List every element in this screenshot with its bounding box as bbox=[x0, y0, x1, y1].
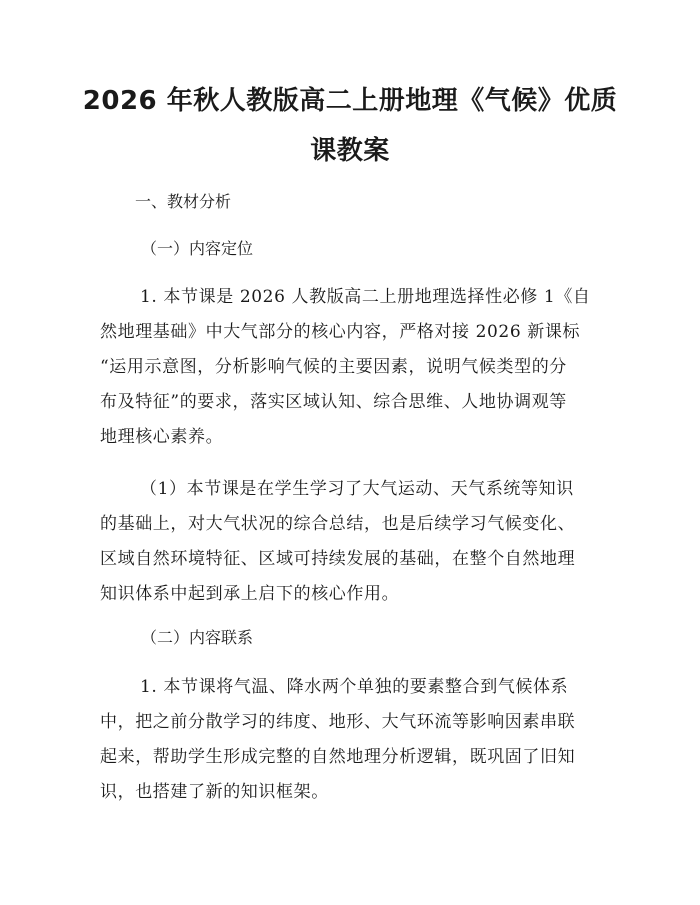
paragraph-line: （1）本节课是在学生学习了大气运动、天气系统等知识 bbox=[140, 479, 574, 499]
paragraph-line: “运用示意图，分析影响气候的主要因素，说明气候类型的分 bbox=[100, 357, 567, 377]
document-title-line-1: 2026 年秋人教版高二上册地理《气候》优质 bbox=[82, 86, 618, 116]
paragraph-line: 起来，帮助学生形成完整的自然地理分析逻辑，既巩固了旧知 bbox=[100, 747, 576, 767]
paragraph-line: 的基础上，对大气状况的综合总结，也是后续学习气候变化、 bbox=[100, 514, 576, 534]
document-title-line-2: 课教案 bbox=[310, 136, 390, 166]
paragraph-line: 知识体系中起到承上启下的核心作用。 bbox=[100, 584, 400, 604]
subsection-heading-content-positioning: （一）内容定位 bbox=[141, 239, 254, 258]
paragraph-line: 地理核心素养。 bbox=[100, 427, 224, 447]
paragraph-line: 1. 本节课是 2026 人教版高二上册地理选择性必修 1《自 bbox=[140, 287, 591, 307]
subsection-heading-content-connection: （二）内容联系 bbox=[141, 628, 254, 647]
paragraph-line: 识，也搭建了新的知识框架。 bbox=[100, 782, 329, 802]
section-heading-textbook-analysis: 一、教材分析 bbox=[135, 192, 232, 211]
paragraph-line: 然地理基础》中大气部分的核心内容，严格对接 2026 新课标 bbox=[100, 322, 581, 342]
paragraph-line: 布及特征”的要求，落实区域认知、综合思维、人地协调观等 bbox=[100, 392, 567, 412]
paragraph-line: 中，把之前分散学习的纬度、地形、大气环流等影响因素串联 bbox=[100, 712, 576, 732]
paragraph-line: 1. 本节课将气温、降水两个单独的要素整合到气候体系 bbox=[140, 677, 569, 697]
paragraph-line: 区域自然环境特征、区域可持续发展的基础，在整个自然地理 bbox=[100, 549, 576, 569]
